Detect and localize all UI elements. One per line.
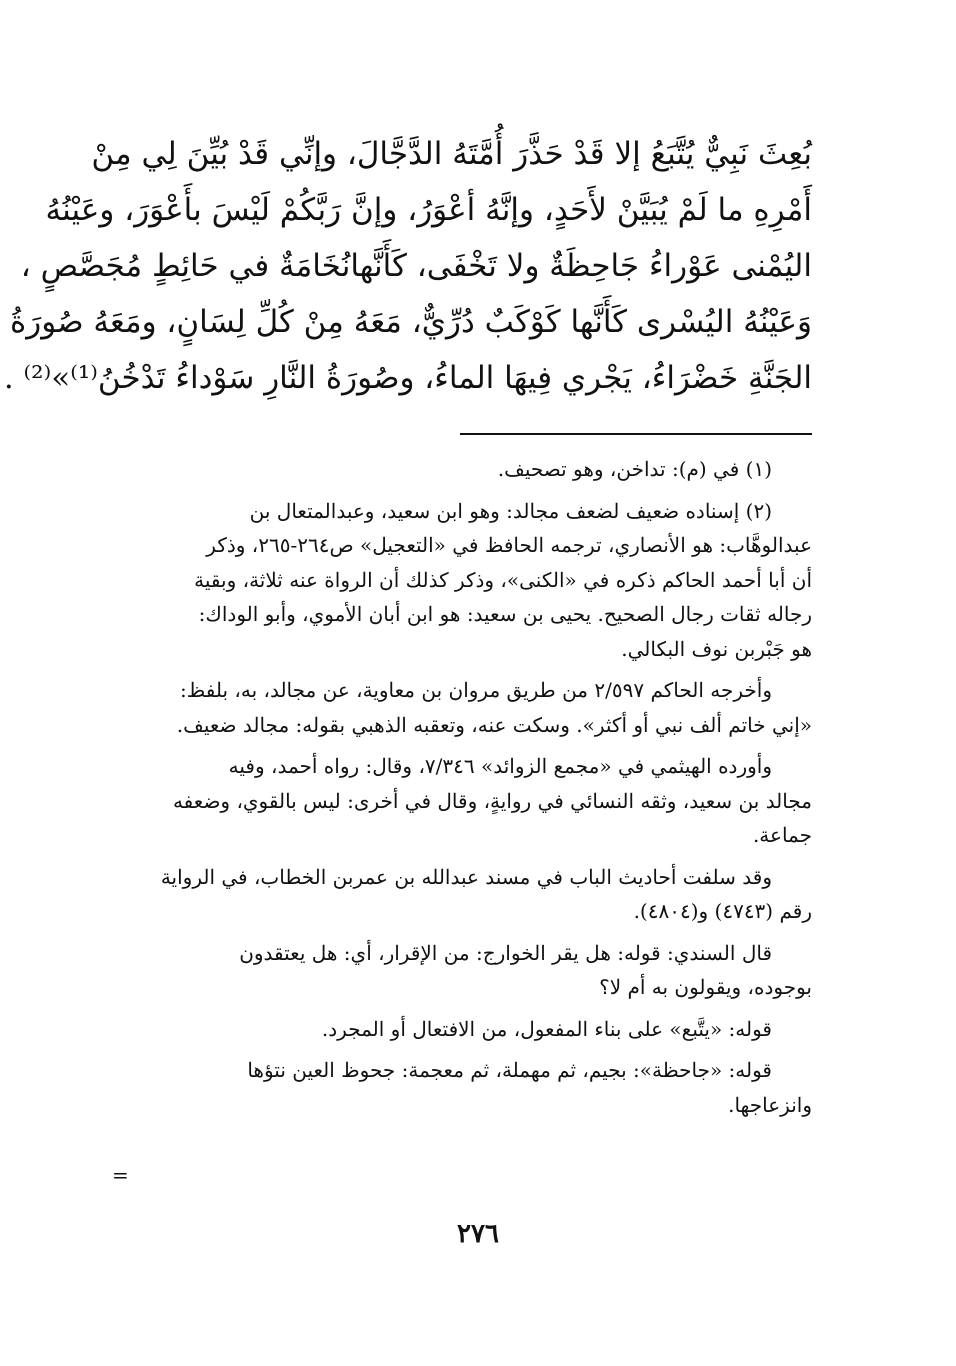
footnote-line: (١) في (م): تداخن، وهو تصحيف. xyxy=(497,457,772,481)
hadith-line: أَمْرِهِ ما لَمْ يُبَيَّنْ لأَحَدٍ، وإنَّهُ أعْوَرُ، وإنَّ رَبَّكُمْ لَيْسَ بأَعْوَرَ، وعَيْنُهُ xyxy=(45,192,812,228)
footnote-line: وقد سلفت أحاديث الباب في مسند عبدالله بن عمربن الخطاب، في الرواية xyxy=(160,864,772,889)
hadith-line: بُعِثَ نَبِيٌّ يُتَّبَعُ إلا قَدْ حَذَّرَ أُمَّتَهُ الدَّجَّالَ، وإنِّي قَدْ بُيِّنَ لِي مِنْ xyxy=(91,136,812,172)
footnote-line: «إني خاتم ألف نبي أو أكثر». وسكت عنه، وتعقبه الذهبي بقوله: مجالد ضعيف. xyxy=(176,712,812,737)
footnote-line: رجاله ثقات رجال الصحيح. يحيى بن سعيد: هو ابن أبان الأموي، وأبو الوداك: xyxy=(198,602,812,626)
footnote-line: مجالد بن سعيد، وثقه النسائي في روايةٍ، وقال في أخرى: ليس بالقوي، وضعفه xyxy=(172,788,812,813)
hadith-text xyxy=(3,126,812,406)
footnote-paragraph xyxy=(100,673,812,742)
footnote-line: بوجوده، ويقولون به أم لا؟ xyxy=(599,975,812,999)
footnote-line: وأخرجه الحاكم ٢/٥٩٧ من طريق مروان بن معاوية، عن مجالد، به، بلفظ: xyxy=(180,678,772,702)
footnote-paragraph xyxy=(100,860,812,929)
page-number: ٢٧٦ xyxy=(457,1219,499,1249)
footnote-line: قوله: «جاحظة»: بجيم، ثم مهملة، ثم معجمة: جحوظ العين نتؤها xyxy=(247,1058,772,1082)
footnote-line: وأورده الهيثمي في «مجمع الزوائد» ٧/٣٤٦، وقال: رواه أحمد، وفيه xyxy=(228,754,772,778)
footnote-line: عبدالوهَّاب: هو الأنصاري، ترجمه الحافظ في «التعجيل» ص٢٦٤-٢٦٥، وذكر xyxy=(206,533,812,557)
footnote-2 xyxy=(100,494,812,667)
footnote-line: رقم (٤٧٤٣) و(٤٨٠٤). xyxy=(633,899,812,923)
footnote-line: هو جَبْربن نوف البكالي. xyxy=(621,636,812,661)
footnote-paragraph xyxy=(100,1012,812,1047)
hadith-line: وَعَيْنُهُ اليُسْرى كَأَنَّها كَوْكَبٌ دُرِّيٌّ، مَعَهُ مِنْ كُلِّ لِسَانٍ، ومَعَهُ صُورَةُ xyxy=(10,304,812,340)
footnote-line: (٢) إسناده ضعيف لضعف مجالد: وهو ابن سعيد، وعبدالمتعال بن xyxy=(249,498,772,523)
hadith-line: الجَنَّةِ خَضْرَاءُ، يَجْري فِيهَا الماءُ، وصُورَةُ النَّارِ سَوْداءُ تَدْخُنُ⁽¹⁾»⁽²⁾ . xyxy=(3,360,812,396)
hadith-line: اليُمْنى عَوْراءُ جَاحِظَةٌ ولا تَخْفَى، كَأَنَّهانُخَامَةٌ في حَائِطٍ مُجَصَّصٍ ، xyxy=(20,248,812,284)
footnote-paragraph xyxy=(100,749,812,853)
footnote-1 xyxy=(100,452,812,487)
footnote-line: وانزعاجها. xyxy=(728,1092,812,1117)
footnote-line: قوله: «يتَّبع» على بناء المفعول، من الافتعال أو المجرد. xyxy=(321,1016,772,1041)
footnote-line: أن أبا أحمد الحاكم ذكره في «الكنى»، وذكر كذلك أن الرواة عنه ثلاثة، وبقية xyxy=(194,567,812,592)
footnote-separator xyxy=(460,433,812,435)
footnotes-section xyxy=(100,452,812,1129)
footnote-paragraph xyxy=(100,1053,812,1122)
continuation-mark: = xyxy=(112,1163,129,1187)
footnote-line: جماعة. xyxy=(752,823,812,847)
footnote-paragraph xyxy=(100,936,812,1005)
footnote-line: قال السندي: قوله: هل يقر الخوارج: من الإقرار، أي: هل يعتقدون xyxy=(239,940,772,965)
